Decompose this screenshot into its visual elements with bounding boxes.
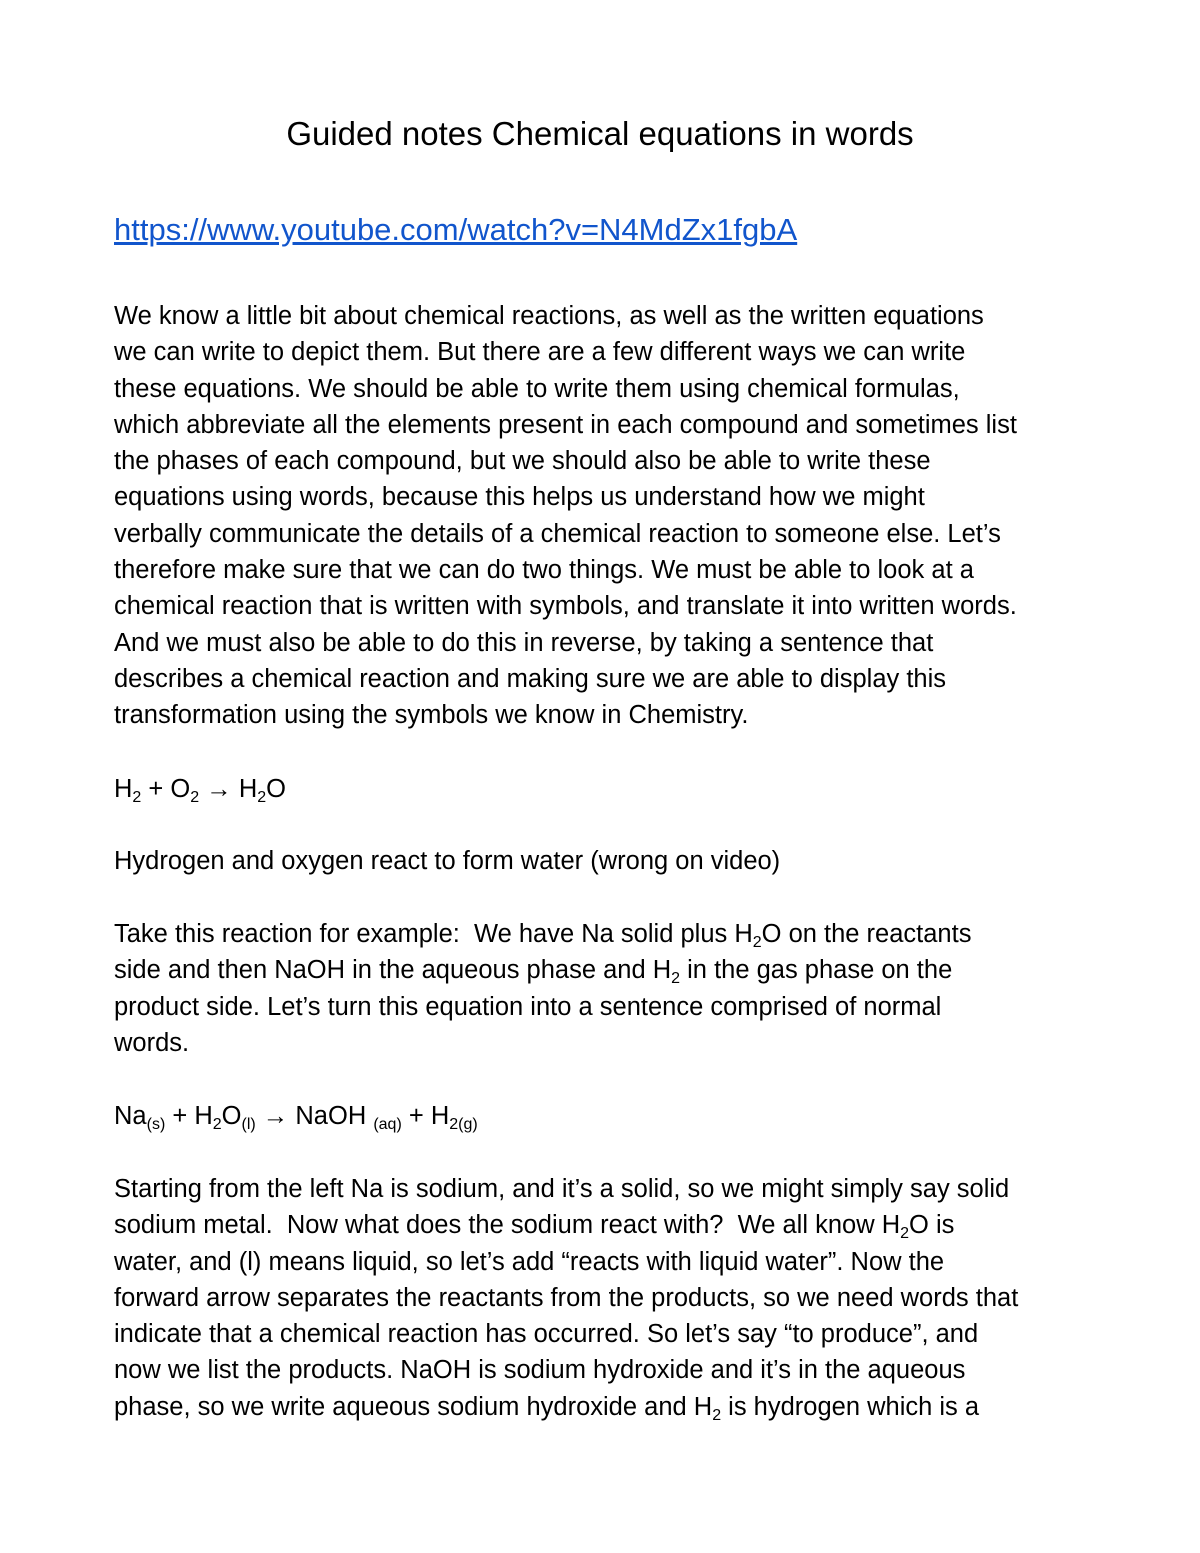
intro-line: the phases of each compound, but we should also be able to write these — [114, 447, 931, 476]
intro-paragraph — [114, 298, 1104, 734]
intro-line: we can write to depict them. But there are a few different ways we can write — [114, 338, 966, 367]
explanation-line: phase, so we write aqueous sodium hydroxide and $H_2$ is hydrogen which is a — [114, 1392, 980, 1424]
example-line: product side. Let’s turn this equation into a sentence comprised of normal — [114, 992, 942, 1021]
intro-line: which abbreviate all the elements present in each compound and sometimes list — [114, 410, 1017, 439]
intro-line: equations using words, because this helps us understand how we might — [114, 483, 925, 512]
example-paragraph — [114, 916, 1104, 1061]
explanation-line: forward arrow separates the reactants from the products, so we need words that — [114, 1283, 1019, 1312]
intro-line: describes a chemical reaction and making sure we are able to display this — [114, 664, 947, 693]
explanation-line: Starting from the left Na is sodium, and it’s a solid, so we might simply say solid — [114, 1175, 1010, 1203]
example-line: Take this reaction for example: We have Na solid plus $H_2O$ on the reactants — [114, 920, 972, 951]
intro-line: And we must also be able to do this in reverse, by taking a sentence that — [114, 628, 934, 657]
intro-line: chemical reaction that is written with symbols, and translate it into written words. — [114, 592, 1017, 621]
equation-words-sentence: Hydrogen and oxygen react to form water (wrong on video) — [114, 847, 781, 875]
intro-line: these equations. We should be able to write them using chemical formulas, — [114, 374, 960, 403]
intro-line: transformation using the symbols we know in Chemistry. — [114, 701, 749, 730]
explanation-paragraph — [114, 1171, 1104, 1425]
intro-line: We know a little bit about chemical reactions, as well as the written equations — [114, 302, 984, 330]
equation-hydrogen-oxygen-water: $H_2 + O_2 \to H_2O$ — [114, 775, 286, 806]
explanation-line: indicate that a chemical reaction has occurred. So let’s say “to produce”, and — [114, 1320, 979, 1349]
explanation-line: sodium metal. Now what does the sodium react with? We all know $H_2O$ is — [114, 1211, 955, 1243]
explanation-line: now we list the products. NaOH is sodium hydroxide and it’s in the aqueous — [114, 1356, 966, 1385]
intro-line: therefore make sure that we can do two things. We must be able to look at a — [114, 556, 974, 585]
page-title: Guided notes Chemical equations in words — [286, 115, 914, 152]
explanation-line: water, and (l) means liquid, so let’s add “reacts with liquid water”. Now the — [114, 1247, 945, 1276]
youtube-video-link[interactable]: https://www.youtube.com/watch?v=N4MdZx1fgbA — [114, 212, 798, 247]
example-line: side and then NaOH in the aqueous phase and $H_2$ in the gas phase on the — [114, 956, 953, 988]
intro-line: verbally communicate the details of a chemical reaction to someone else. Let’s — [114, 519, 1001, 548]
example-line: words. — [114, 1028, 190, 1057]
equation-sodium-water: $Na_{(s)} + H_2O_{(l)}$ → NaOH $_{(aq)} + H_{2(g)}$ — [114, 1102, 478, 1133]
